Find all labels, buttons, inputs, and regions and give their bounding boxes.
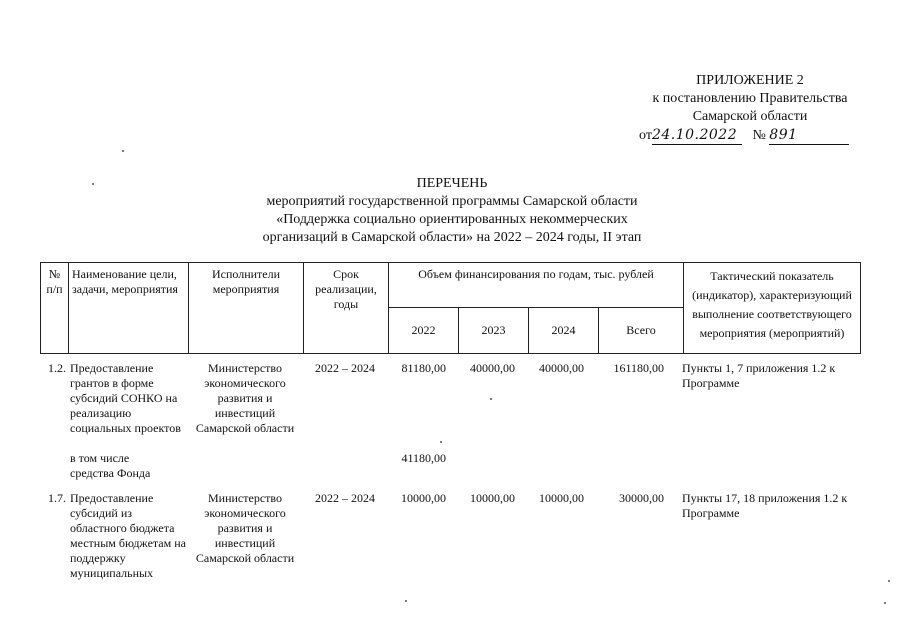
- row-2-name: в том числе средства Фонда: [70, 451, 151, 480]
- date-prefix: от: [639, 128, 652, 143]
- appendix-region: Самарской области: [692, 109, 808, 124]
- handwritten-number: 891: [769, 126, 849, 145]
- handwritten-date: 24.10.2022: [652, 126, 742, 145]
- header-year-2024: 2024: [529, 308, 599, 354]
- header-executors: Исполнители мероприятия: [189, 263, 304, 354]
- header-indicator: Тактический показатель (индикатор), характеризующий выполнение соответствующего мероприятия (мероприятий): [684, 263, 861, 354]
- header-funding: Объем финансирования по годам, тыс. рублей: [389, 263, 684, 308]
- row-3-indicator: Пункты 17, 18 приложения 1.2 к Программе: [682, 491, 848, 520]
- document-heading: [150, 175, 754, 247]
- scan-speck: [405, 600, 407, 602]
- row-3-2024: 10000,00: [539, 491, 584, 505]
- scan-speck: [92, 183, 94, 185]
- row-1-num: 1.2.: [48, 361, 66, 375]
- appendix-title: ПРИЛОЖЕНИЕ 2: [696, 73, 804, 88]
- row-1-total: 161180,00: [613, 361, 664, 375]
- appendix-block: [600, 72, 900, 145]
- row-3-term: 2022 – 2024: [315, 491, 375, 505]
- scan-speck: [888, 580, 890, 582]
- appendix-date-number: [639, 126, 900, 145]
- row-3-2023: 10000,00: [470, 491, 515, 505]
- scan-speck: [122, 150, 124, 152]
- row-1-2024: 40000,00: [539, 361, 584, 375]
- header-total: Всего: [599, 308, 684, 354]
- row-2-2022: 41180,00: [401, 451, 446, 465]
- scan-speck: [440, 441, 442, 443]
- heading-line-3: организаций в Самарской области» на 2022 – 2024 годы, II этап: [262, 230, 642, 245]
- row-3-name: Предоставление субсидий из областного бюджета местным бюджетам на поддержку муниципальных: [70, 491, 186, 580]
- header-term: Срок реализации, годы: [304, 263, 389, 354]
- scan-speck: [884, 602, 886, 604]
- row-1-indicator: Пункты 1, 7 приложения 1.2 к Программе: [682, 361, 836, 390]
- row-1-name: Предоставление грантов в форме субсидий СОНКО на реализацию социальных проектов: [70, 361, 181, 435]
- row-3-total: 30000,00: [619, 491, 664, 505]
- row-1-2023: 40000,00: [470, 361, 515, 375]
- header-year-2022: 2022: [389, 308, 459, 354]
- measures-table-header: [40, 262, 861, 354]
- header-num: № п/п: [41, 263, 69, 354]
- heading-title: ПЕРЕЧЕНЬ: [416, 176, 488, 191]
- row-1-2022: 81180,00: [401, 361, 446, 375]
- heading-line-1: мероприятий государственной программы Самарской области: [266, 194, 638, 209]
- row-3-num: 1.7.: [48, 491, 66, 505]
- row-1-executors: Министерство экономического развития и инвестиций Самарской области: [195, 361, 295, 435]
- heading-line-2: «Поддержка социально ориентированных некоммерческих: [276, 212, 628, 227]
- scan-speck: [490, 398, 492, 400]
- number-prefix: №: [752, 128, 766, 143]
- header-year-2023: 2023: [459, 308, 529, 354]
- row-1-term: 2022 – 2024: [315, 361, 375, 375]
- appendix-decree: к постановлению Правительства: [652, 91, 848, 106]
- header-name: Наименование цели, задачи, мероприятия: [69, 263, 189, 354]
- row-3-2022: 10000,00: [401, 491, 446, 505]
- row-3-executors: Министерство экономического развития и инвестиций Самарской области: [195, 491, 295, 565]
